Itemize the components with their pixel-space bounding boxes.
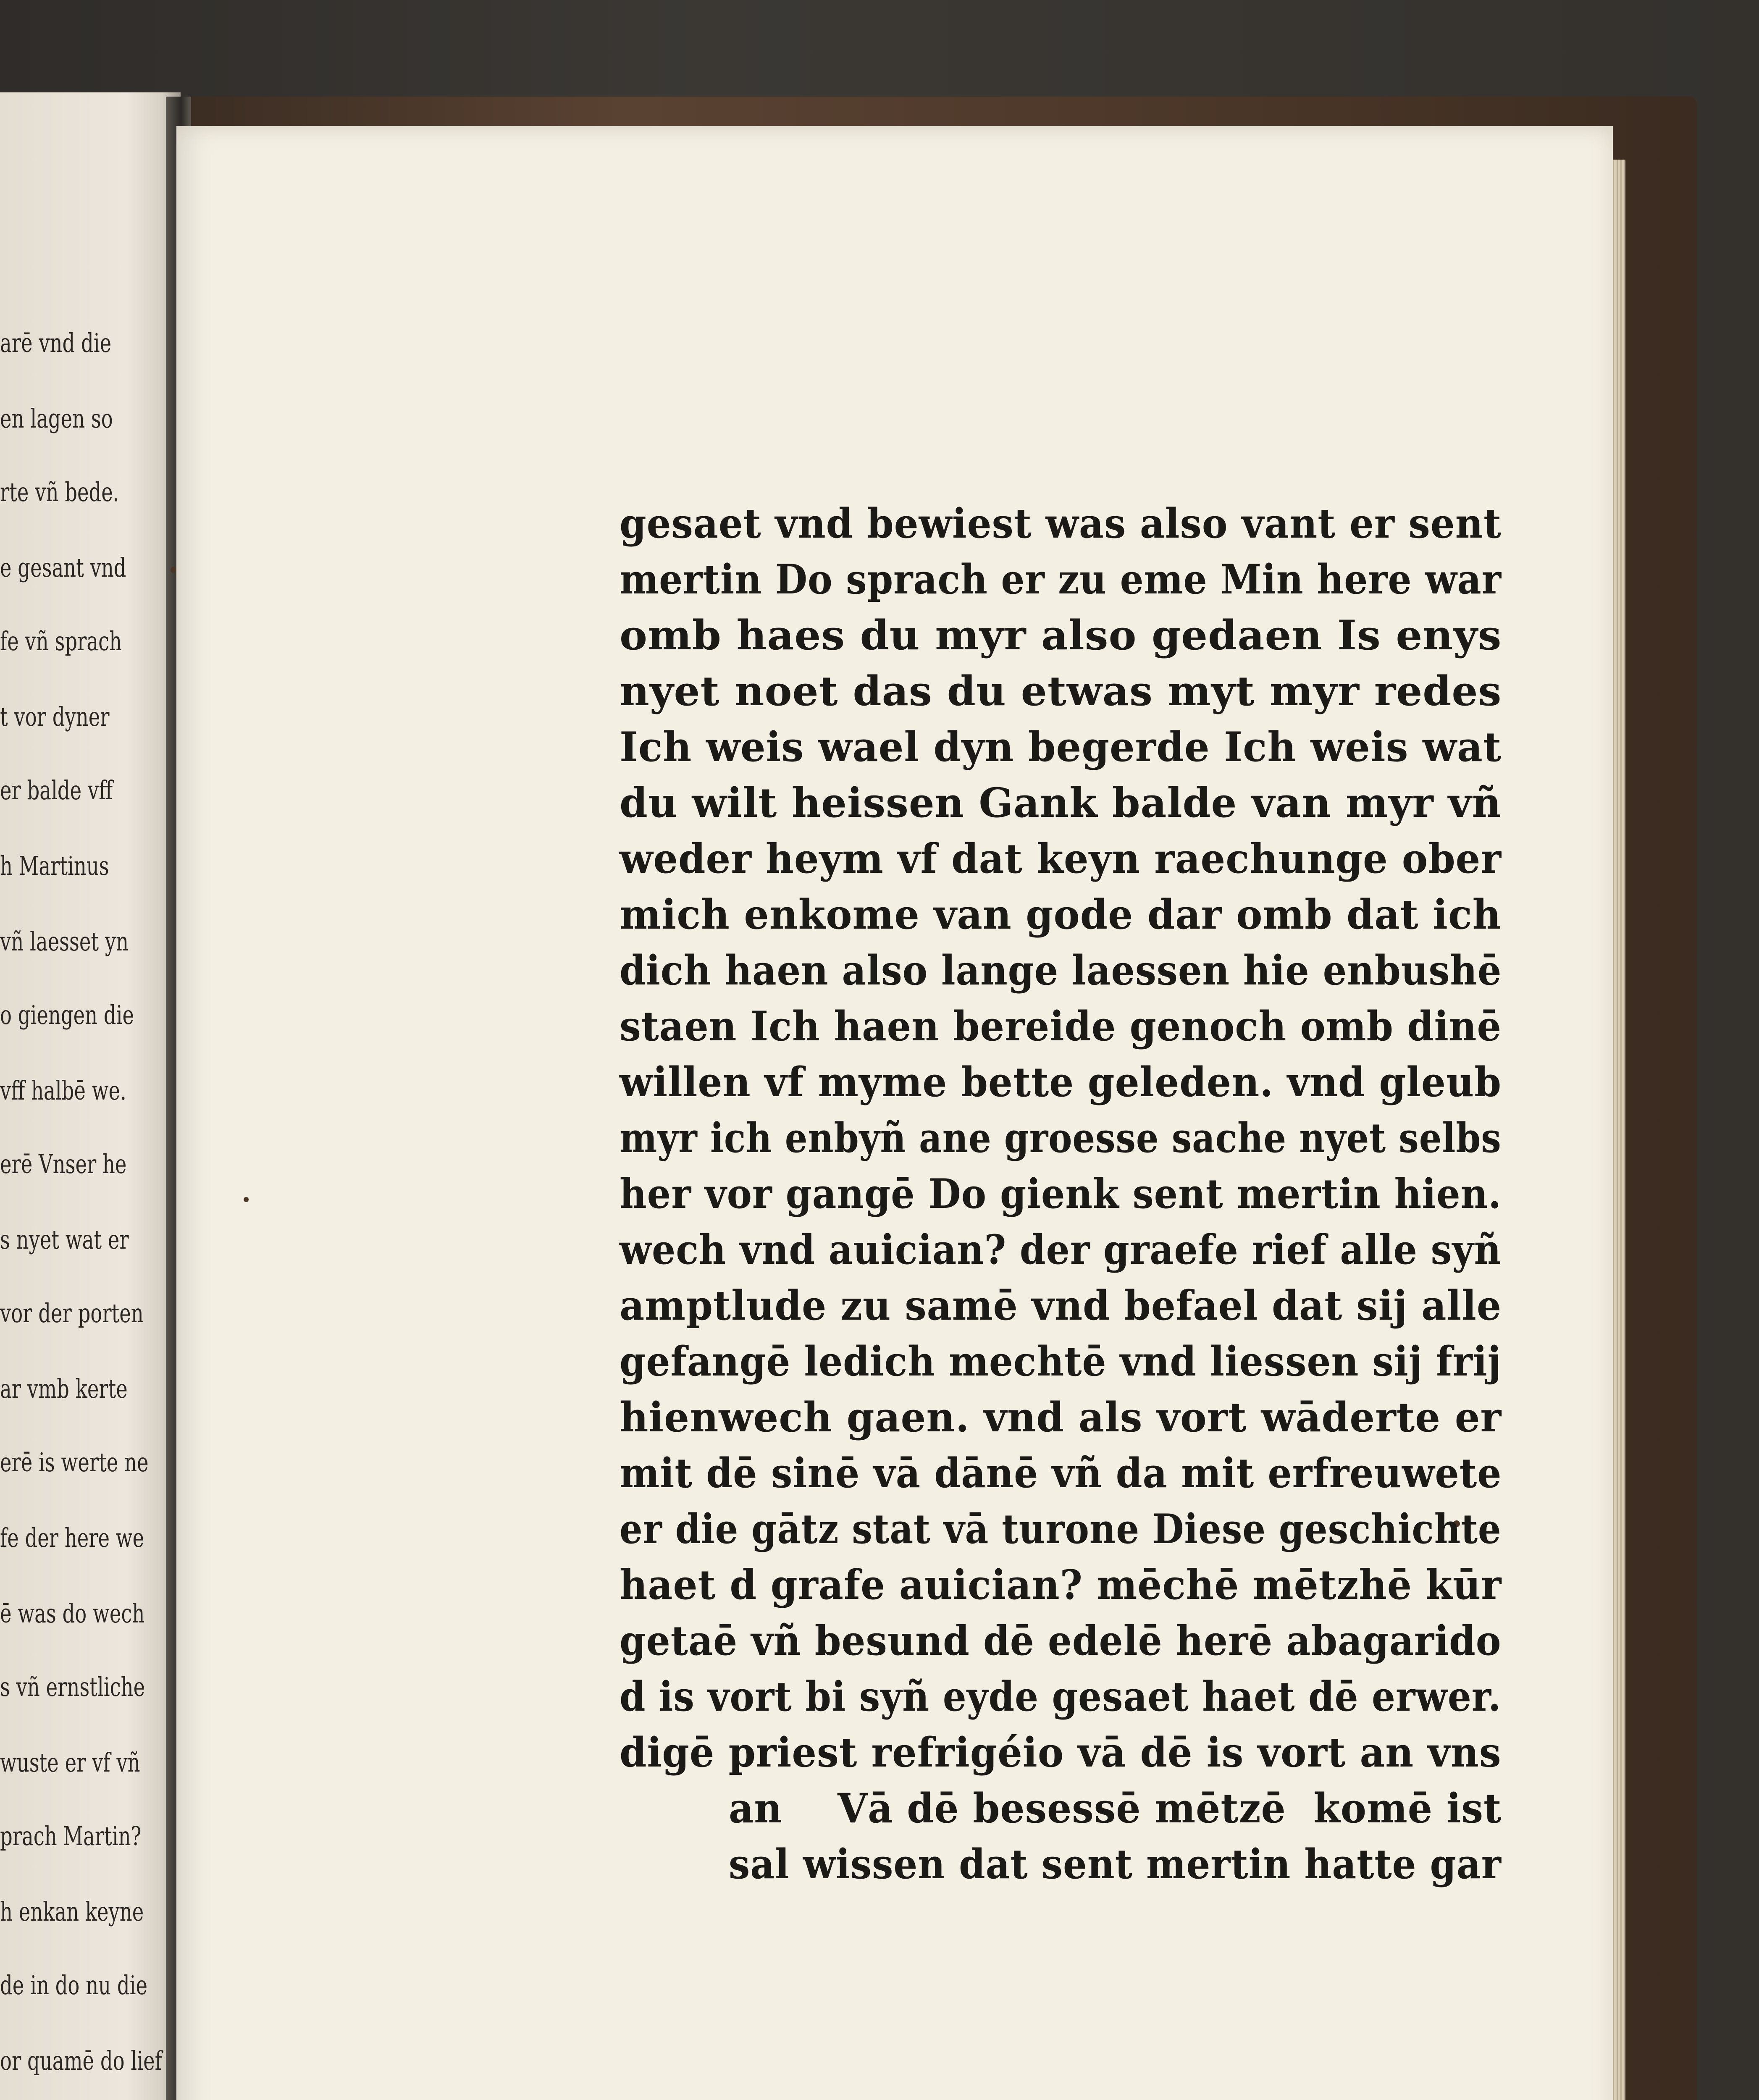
left-page-line: t vor dyner: [0, 701, 110, 732]
text-line: mit dē sinē vā dānē vñ da mit erfreuwete: [620, 1449, 1502, 1497]
left-page-line: de in do nu die: [0, 1970, 148, 2000]
ink-spot: [244, 1197, 249, 1202]
left-page-line: fe der here we: [0, 1522, 144, 1553]
text-line: dich haen also lange laessen hie enbushē: [620, 947, 1502, 994]
left-page-line: vff halbē we.: [0, 1075, 126, 1106]
left-page-line: o giengen die: [0, 1000, 134, 1030]
left-page-line: e gesant vnd: [0, 552, 126, 583]
left-page: [0, 92, 181, 2100]
text-line: her vor gangē Do gienk sent mertin hien.: [620, 1170, 1502, 1218]
left-page-line: vor der porten: [0, 1298, 144, 1328]
text-line: staen Ich haen bereide genoch omb dinē: [620, 1003, 1502, 1050]
left-page-line: h enkan keyne: [0, 1896, 144, 1927]
text-line: an Vā dē besessē mētzē komē ist: [729, 1785, 1502, 1832]
text-line: du wilt heissen Gank balde van myr vñ: [620, 779, 1502, 827]
text-line: mich enkome van gode dar omb dat ich: [620, 891, 1502, 938]
left-page-line: erē is werte ne: [0, 1447, 149, 1478]
main-text: [620, 500, 1502, 1898]
left-page-line: h Martinus: [0, 850, 109, 881]
left-page-line: s vñ ernstliche: [0, 1672, 145, 1702]
text-line: sal wissen dat sent mertin hatte gar: [729, 1840, 1502, 1888]
text-line: haet d grafe auician? mēchē mētzhē kūr: [620, 1561, 1502, 1609]
text-line: gefangē ledich mechtē vnd liessen sij frij: [620, 1338, 1502, 1385]
text-line: Ich weis wael dyn begerde Ich weis wat: [620, 723, 1502, 771]
text-line: myr ich enbyñ ane groesse sache nyet selbs: [620, 1114, 1502, 1162]
left-page-line: or quamē do lief: [0, 2045, 162, 2076]
text-line: digē priest refrigéio vā dē is vort an vns: [620, 1729, 1502, 1776]
left-page-line: vñ laesset yn: [0, 926, 129, 957]
left-page-line: wuste er vf vñ: [0, 1747, 140, 1778]
ink-spot: [171, 567, 176, 573]
text-line: willen vf myme bette geleden. vnd gleub: [620, 1058, 1502, 1106]
left-page-line: fe vñ sprach: [0, 626, 122, 656]
right-page: [176, 126, 1613, 2100]
left-page-line: rte vñ bede.: [0, 477, 119, 507]
left-page-line: erē Vnser he: [0, 1149, 127, 1179]
text-line: nyet noet das du etwas myt myr redes: [620, 667, 1502, 715]
left-page-line: er balde vff: [0, 775, 113, 806]
left-page-line: s nyet wat er: [0, 1224, 129, 1255]
text-line: omb haes du myr also gedaen Is enys: [620, 612, 1502, 659]
left-page-line: prach Martin?: [0, 1821, 142, 1851]
text-line: wech vnd auician? der graefe rief alle syñ: [620, 1226, 1502, 1273]
text-line: amptlude zu samē vnd befael dat sij alle: [620, 1282, 1502, 1329]
text-line: er die gātz stat vā turone Diese geschichte: [620, 1505, 1502, 1553]
left-page-line: ē was do wech: [0, 1598, 145, 1629]
text-line: mertin Do sprach er zu eme Min here war: [620, 556, 1502, 603]
left-page-line: en lagen so: [0, 403, 113, 434]
text-line: d is vort bi syñ eyde gesaet haet dē erwer.: [620, 1673, 1502, 1720]
text-line: hienwech gaen. vnd als vort wāderte er: [620, 1394, 1502, 1441]
left-page-line: arē vnd die: [0, 328, 112, 358]
text-line: weder heym vf dat keyn raechunge ober: [620, 835, 1502, 882]
text-line: gesaet vnd bewiest was also vant er sent: [620, 500, 1502, 547]
left-page-line: ar vmb kerte: [0, 1373, 128, 1404]
text-line: getaē vñ besund dē edelē herē abagarido: [620, 1617, 1502, 1664]
